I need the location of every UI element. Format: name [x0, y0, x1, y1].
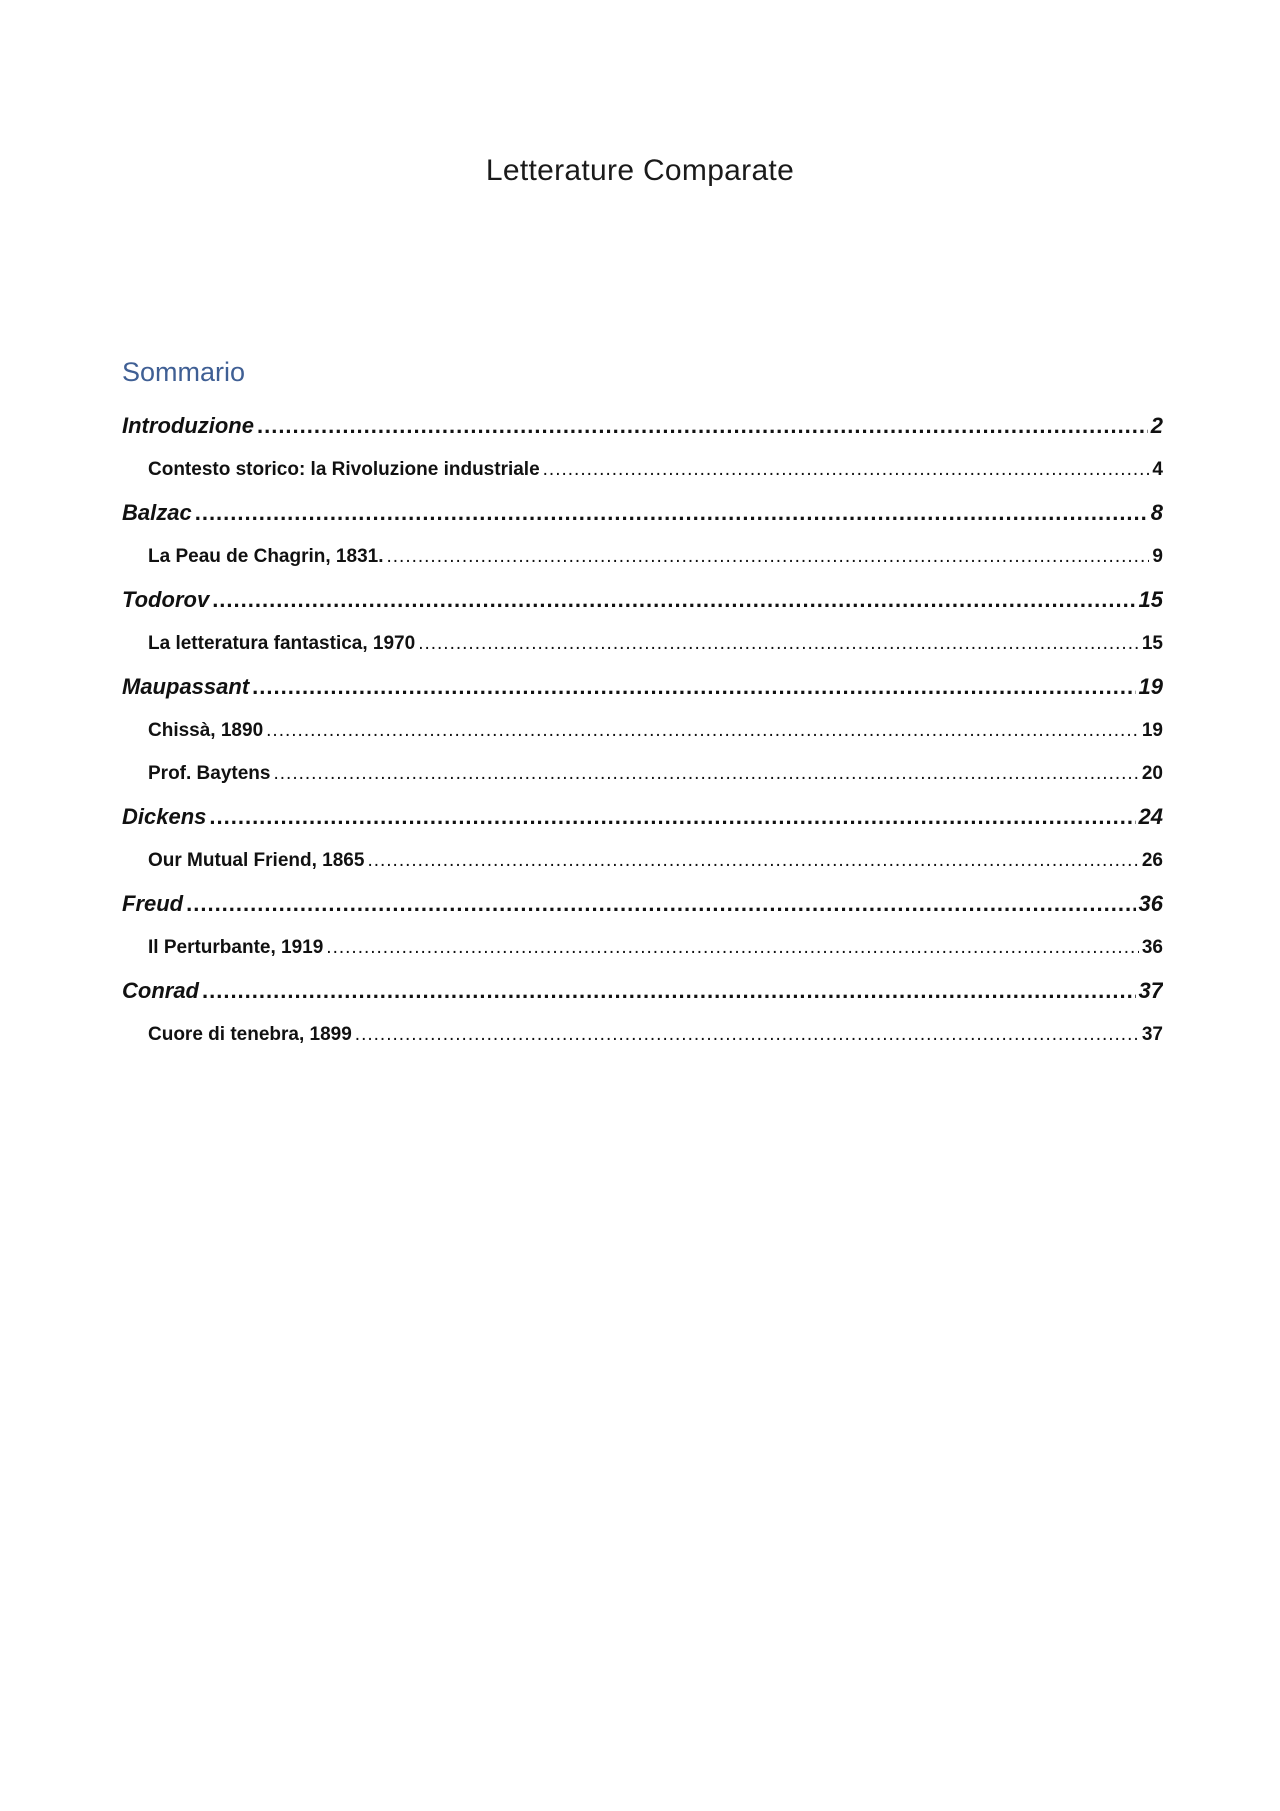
- table-of-contents: [122, 404, 1163, 1056]
- toc-entry-page-number: 9: [1152, 546, 1163, 567]
- toc-entry-chapter[interactable]: [122, 404, 1163, 448]
- toc-entry-chapter[interactable]: [122, 665, 1163, 709]
- toc-dot-leader: [212, 578, 1135, 622]
- toc-dot-leader: [543, 448, 1150, 491]
- toc-entry-text: Conrad: [122, 978, 199, 1003]
- toc-entry-section[interactable]: [122, 1013, 1163, 1056]
- toc-dot-leader: [202, 969, 1136, 1013]
- toc-entry-text: Chissà, 1890: [148, 720, 264, 741]
- toc-entry-text: Our Mutual Friend, 1865: [148, 850, 365, 871]
- toc-entry-text: Il Perturbante, 1919: [148, 937, 324, 958]
- document-title: Letterature Comparate: [485, 154, 795, 187]
- toc-entry-text: Balzac: [122, 500, 192, 525]
- toc-entry-text: Contesto storico: la Rivoluzione industriale: [148, 459, 540, 480]
- toc-entry-text: Cuore di tenebra, 1899: [148, 1024, 352, 1045]
- toc-dot-leader: [266, 709, 1139, 752]
- toc-entry-text: Prof. Baytens: [148, 763, 271, 784]
- toc-dot-leader: [418, 622, 1139, 665]
- toc-entry-section[interactable]: [122, 535, 1163, 578]
- toc-entry-page-number: 19: [1141, 720, 1163, 741]
- toc-entry-page-number: 2: [1150, 413, 1163, 438]
- toc-entry-page-number: 36: [1141, 937, 1163, 958]
- toc-entry-section[interactable]: [122, 839, 1163, 882]
- toc-entry-chapter[interactable]: [122, 578, 1163, 622]
- toc-entry-chapter[interactable]: [122, 491, 1163, 535]
- toc-entry-page-number: 15: [1138, 587, 1163, 612]
- toc-entry-chapter[interactable]: [122, 882, 1163, 926]
- toc-entry-page-number: 37: [1141, 1024, 1163, 1045]
- toc-entry-text: La letteratura fantastica, 1970: [148, 633, 416, 654]
- toc-entry-text: Introduzione: [122, 413, 254, 438]
- toc-entry-page-number: 8: [1150, 500, 1163, 525]
- toc-entry-page-number: 37: [1138, 978, 1163, 1003]
- toc-dot-leader: [386, 535, 1149, 578]
- toc-dot-leader: [355, 1013, 1139, 1056]
- toc-entry-page-number: 4: [1152, 459, 1163, 480]
- toc-entry-text: Freud: [122, 891, 184, 916]
- toc-entry-page-number: 20: [1141, 763, 1163, 784]
- toc-dot-leader: [252, 665, 1135, 709]
- toc-entry-page-number: 19: [1138, 674, 1163, 699]
- toc-dot-leader: [257, 404, 1148, 448]
- toc-entry-section[interactable]: [122, 448, 1163, 491]
- toc-entry-text: Todorov: [122, 587, 210, 612]
- toc-entry-section[interactable]: [122, 622, 1163, 665]
- toc-dot-leader: [195, 491, 1148, 535]
- toc-heading: Sommario: [122, 357, 246, 387]
- toc-entry-section[interactable]: [122, 709, 1163, 752]
- toc-entry-page-number: 26: [1141, 850, 1163, 871]
- toc-entry-section[interactable]: [122, 752, 1163, 795]
- toc-entry-chapter[interactable]: [122, 969, 1163, 1013]
- toc-entry-page-number: 36: [1138, 891, 1163, 916]
- toc-dot-leader: [209, 795, 1135, 839]
- toc-entry-page-number: 15: [1141, 633, 1163, 654]
- toc-entry-chapter[interactable]: [122, 795, 1163, 839]
- toc-entry-text: Maupassant: [122, 674, 250, 699]
- toc-entry-text: La Peau de Chagrin, 1831.: [148, 546, 384, 567]
- toc-dot-leader: [367, 839, 1138, 882]
- toc-entry-section[interactable]: [122, 926, 1163, 969]
- toc-entry-text: Dickens: [122, 804, 207, 829]
- toc-dot-leader: [273, 752, 1138, 795]
- toc-dot-leader: [186, 882, 1135, 926]
- toc-dot-leader: [326, 926, 1139, 969]
- toc-entry-page-number: 24: [1138, 804, 1163, 829]
